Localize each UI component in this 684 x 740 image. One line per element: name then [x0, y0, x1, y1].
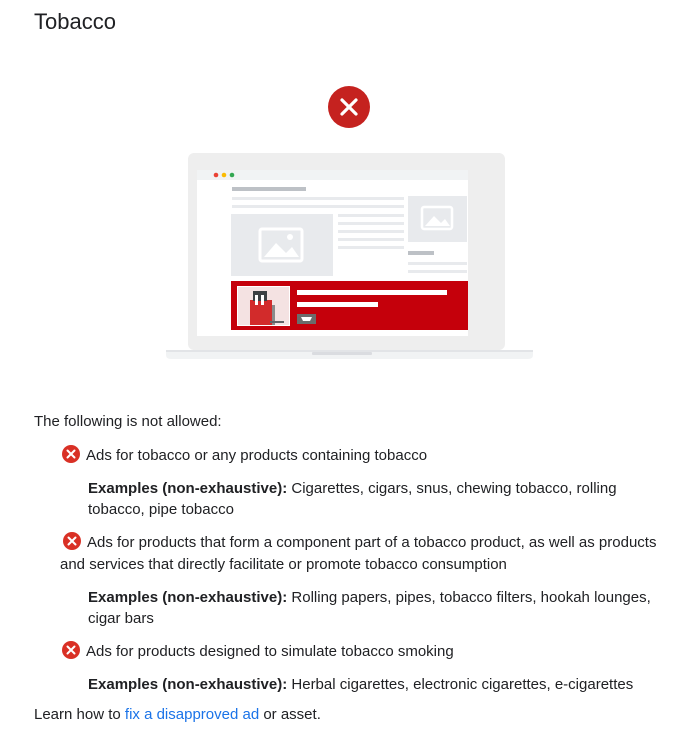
disallowed-item — [62, 445, 668, 467]
disallowed-icon — [62, 445, 80, 463]
fix-disapproved-ad-link[interactable]: fix a disapproved ad — [124, 706, 260, 723]
examples-list: Cigarettes, cigars, snus, chewing tobacco, rolling tobacco, pipe tobacco — [88, 480, 617, 518]
window-dot-green — [230, 173, 235, 178]
examples-list: Herbal cigarettes, electronic cigarettes, e-cigarettes — [291, 676, 634, 693]
disallowed-item-text: Ads for tobacco or any products containing tobacco — [86, 447, 428, 464]
disallowed-icon — [63, 532, 81, 550]
examples-label: Examples (non-exhaustive): — [88, 589, 288, 606]
intro-text: The following is not allowed: — [34, 413, 222, 430]
footer-prefix: Learn how to — [34, 706, 125, 723]
examples-list: Rolling papers, pipes, tobacco filters, hookah lounges, cigar bars — [88, 589, 651, 627]
page-title: Tobacco — [34, 9, 116, 34]
footer-suffix: or asset. — [259, 706, 321, 723]
window-dot-yellow — [222, 173, 227, 178]
examples-text — [88, 478, 664, 520]
examples-label: Examples (non-exhaustive): — [88, 676, 288, 693]
disallowed-icon — [328, 86, 370, 128]
disallowed-item — [62, 641, 668, 663]
disallowed-icon — [62, 641, 80, 659]
examples-text — [88, 587, 664, 629]
examples-label: Examples (non-exhaustive): — [88, 480, 288, 497]
disallowed-item-text: Ads for products that form a component part of a tobacco product, as well as products and services that directly facilitate or promote tobacco consumption — [60, 534, 657, 573]
footer-text — [34, 706, 321, 723]
window-dot-red — [214, 173, 219, 178]
examples-text — [88, 674, 664, 695]
disallowed-item — [60, 532, 666, 576]
disallowed-item-text: Ads for products designed to simulate tobacco smoking — [86, 643, 454, 660]
